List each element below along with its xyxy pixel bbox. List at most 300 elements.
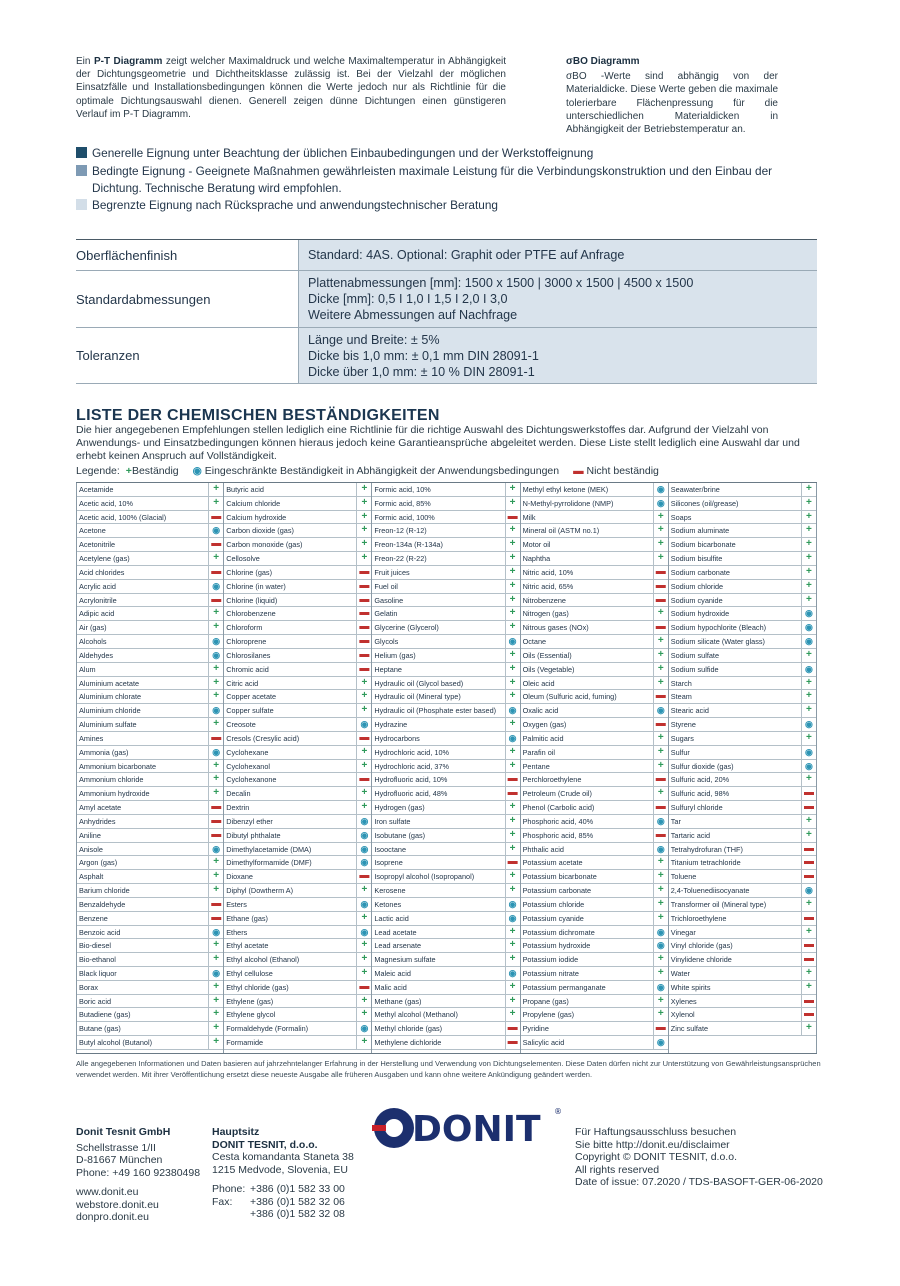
chemical-row xyxy=(521,511,668,525)
circle-icon: ◉ xyxy=(208,524,223,537)
chemical-row xyxy=(77,524,223,538)
chemical-name: Hydrofluoric acid, 48% xyxy=(374,789,448,799)
chemical-name: Ketones xyxy=(374,899,402,909)
minus-icon: ▬ xyxy=(801,843,816,856)
chemical-row xyxy=(521,524,668,538)
chemical-name: Freon-22 (R-22) xyxy=(374,554,427,564)
chemical-column xyxy=(521,483,669,1053)
chemical-name: Benzaldehyde xyxy=(79,899,126,909)
chemical-name: Nitrous gases (NOx) xyxy=(522,623,589,633)
circle-icon: ◉ xyxy=(801,607,816,620)
plus-icon: + xyxy=(801,497,816,510)
chemical-row xyxy=(224,690,371,704)
suitability-item xyxy=(76,197,796,214)
minus-icon: ▬ xyxy=(356,607,371,620)
chemical-name: Aluminium acetate xyxy=(79,678,140,688)
chemical-name: Phthalic acid xyxy=(522,844,564,854)
chemical-name: Ammonium hydroxide xyxy=(79,789,150,799)
chemical-row xyxy=(669,773,816,787)
chemical-row xyxy=(77,552,223,566)
plus-icon: + xyxy=(505,677,520,690)
plus-icon: + xyxy=(356,483,371,496)
suitability-swatch-icon xyxy=(76,165,87,176)
chemical-row xyxy=(224,926,371,940)
plus-icon: + xyxy=(653,663,668,676)
spec-label: Oberflächenfinish xyxy=(76,247,178,263)
plus-icon: + xyxy=(801,981,816,994)
circle-icon: ◉ xyxy=(208,746,223,759)
chemical-row xyxy=(224,524,371,538)
chemical-row xyxy=(224,870,371,884)
chemical-row xyxy=(521,898,668,912)
chemical-row xyxy=(372,981,519,995)
plus-icon: + xyxy=(356,704,371,717)
chemical-name: Chlorine (in water) xyxy=(226,581,286,591)
chemical-row xyxy=(77,649,223,663)
chemical-row xyxy=(521,690,668,704)
plus-icon: + xyxy=(505,538,520,551)
chemical-row xyxy=(77,1022,223,1036)
chemical-name: Isooctane xyxy=(374,844,407,854)
fax-label: Fax: xyxy=(212,1195,233,1208)
spec-value-line: Standard: 4AS. Optional: Graphit oder PTFE auf Anfrage xyxy=(308,248,625,262)
chemical-name: Silicones (oil/grease) xyxy=(670,498,739,508)
chemical-row xyxy=(372,497,519,511)
chemical-name: Tetrahydrofuran (THF) xyxy=(670,844,743,854)
circle-icon: ◉ xyxy=(801,718,816,731)
plus-icon: + xyxy=(505,1008,520,1021)
chemical-name: N-Methyl-pyrrolidone (NMP) xyxy=(522,498,614,508)
chemical-name: Fuel oil xyxy=(374,581,398,591)
plus-icon: + xyxy=(801,815,816,828)
footer-link[interactable]: donpro.donit.eu xyxy=(76,1211,149,1223)
chemical-name: Butane (gas) xyxy=(79,1024,121,1034)
plus-icon: + xyxy=(801,649,816,662)
chemical-row xyxy=(77,663,223,677)
chemical-row xyxy=(669,621,816,635)
chemical-row xyxy=(521,621,668,635)
chemical-name: Potassium dichromate xyxy=(522,927,595,937)
minus-icon: ▬ xyxy=(801,939,816,952)
circle-icon: ◉ xyxy=(653,1036,668,1049)
plus-icon: + xyxy=(505,939,520,952)
chemical-name: Heptane xyxy=(374,664,402,674)
chemical-name: Dibutyl phthalate xyxy=(226,830,281,840)
chemical-name: Esters xyxy=(226,899,247,909)
chemical-name: Fruit juices xyxy=(374,567,410,577)
chemical-name: Bio-diesel xyxy=(79,941,112,951)
footer-hq xyxy=(212,1126,354,1221)
plus-icon: + xyxy=(208,856,223,869)
spec-label: Standardabmessungen xyxy=(76,291,211,307)
chemical-name: Sodium silicate (Water glass) xyxy=(670,637,765,647)
chemical-name: Sulfuric acid, 98% xyxy=(670,789,730,799)
minus-icon: ▬ xyxy=(505,1036,520,1049)
plus-icon: + xyxy=(356,953,371,966)
chemical-row xyxy=(521,967,668,981)
chemical-name: Amines xyxy=(79,733,104,743)
chemical-name: Borax xyxy=(79,982,99,992)
footer-link[interactable]: www.donit.eu xyxy=(76,1186,139,1198)
plus-icon: + xyxy=(653,856,668,869)
chemical-row xyxy=(669,690,816,704)
chemical-name: Benzoic acid xyxy=(79,927,121,937)
chemical-name: Calcium hydroxide xyxy=(226,512,287,522)
chemical-name: Maleic acid xyxy=(374,968,411,978)
chemical-name: Salicylic acid xyxy=(522,1038,565,1048)
chemical-name: Acid chlorides xyxy=(79,567,125,577)
chemical-row xyxy=(521,801,668,815)
chemical-row xyxy=(372,1008,519,1022)
plus-icon: + xyxy=(208,1022,223,1035)
chemical-name: Benzene xyxy=(79,913,108,923)
chemical-name: Iron sulfate xyxy=(374,816,411,826)
minus-icon: ▬ xyxy=(356,635,371,648)
chemical-row xyxy=(669,829,816,843)
circle-icon: ◉ xyxy=(208,580,223,593)
circle-icon: ◉ xyxy=(356,856,371,869)
chemical-name: Freon-12 (R-12) xyxy=(374,526,427,536)
plus-icon: + xyxy=(801,898,816,911)
chemical-name: Potassium iodide xyxy=(522,955,579,965)
chemical-name: Hydrofluoric acid, 10% xyxy=(374,775,448,785)
circle-icon: ◉ xyxy=(801,635,816,648)
chemical-row xyxy=(372,704,519,718)
plus-icon: + xyxy=(208,663,223,676)
minus-icon: ▬ xyxy=(208,815,223,828)
chemical-row xyxy=(372,1036,519,1050)
chemical-row xyxy=(224,1022,371,1036)
phone-label: Phone: xyxy=(212,1183,246,1195)
chemical-row xyxy=(77,898,223,912)
circle-icon: ◉ xyxy=(801,746,816,759)
minus-icon: ▬ xyxy=(356,621,371,634)
circle-icon: ◉ xyxy=(208,635,223,648)
chemical-row xyxy=(224,912,371,926)
footer-hq-fax: +386 (0)1 582 32 08 xyxy=(250,1208,345,1220)
footer-legal xyxy=(575,1126,823,1189)
plus-icon: + xyxy=(356,801,371,814)
chemical-name: Oxygen (gas) xyxy=(522,720,567,730)
chemical-name: Cyclohexanone xyxy=(226,775,277,785)
chemical-name: Vinyl chloride (gas) xyxy=(670,941,733,951)
plus-icon: + xyxy=(505,594,520,607)
plus-icon: + xyxy=(356,552,371,565)
minus-icon: ▬ xyxy=(356,594,371,607)
plus-icon: + xyxy=(208,690,223,703)
plus-icon: + xyxy=(653,524,668,537)
plus-icon: + xyxy=(653,787,668,800)
footer-addr-line: D-81667 München xyxy=(76,1154,163,1166)
chemical-name: Formic acid, 100% xyxy=(374,512,435,522)
chemical-name: Kerosene xyxy=(374,886,406,896)
spec-row xyxy=(76,328,817,384)
chemical-row xyxy=(669,981,816,995)
plus-icon: + xyxy=(801,524,816,537)
chemical-name: Nitrobenzene xyxy=(522,595,566,605)
plus-icon: + xyxy=(801,580,816,593)
plus-icon: + xyxy=(356,912,371,925)
chemical-name: Dimethylformamide (DMF) xyxy=(226,858,312,868)
plus-icon: + xyxy=(801,1022,816,1035)
chemical-name: Motor oil xyxy=(522,540,551,550)
chemical-row xyxy=(372,635,519,649)
chemical-name: Black liquor xyxy=(79,968,117,978)
chemical-name: Acrylic acid xyxy=(79,581,116,591)
chemical-name: Phosphoric acid, 40% xyxy=(522,816,594,826)
sigma-body: σBO -Werte sind abhängig von der Materialdicke. Diese Werte geben die maximale tolerierbare Flächenpressung für die unterschiedlichen Materialdicken in Abhängigkeit der Betriebstemperatur an. xyxy=(566,71,778,136)
chemical-row xyxy=(372,884,519,898)
chemical-row xyxy=(669,843,816,857)
chemical-row xyxy=(224,898,371,912)
chemical-row xyxy=(224,607,371,621)
chemical-row xyxy=(372,677,519,691)
chemical-row xyxy=(669,524,816,538)
chemical-row xyxy=(77,829,223,843)
circle-icon: ◉ xyxy=(801,884,816,897)
plus-icon: + xyxy=(653,760,668,773)
plus-icon: + xyxy=(208,677,223,690)
plus-icon: + xyxy=(505,718,520,731)
spec-value xyxy=(298,271,817,327)
spec-value-line: Weitere Abmessungen auf Nachfrage xyxy=(308,308,518,322)
chemical-row xyxy=(224,967,371,981)
chemical-name: Methyl ethyl ketone (MEK) xyxy=(522,485,609,494)
chemical-name: Ethyl cellulose xyxy=(226,968,273,978)
chemical-name: Vinegar xyxy=(670,927,696,937)
chemical-name: Potassium chloride xyxy=(522,899,585,909)
chemical-row xyxy=(224,1008,371,1022)
plus-icon: + xyxy=(356,524,371,537)
legend-circle-label: Eingeschränkte Beständigkeit in Abhängigkeit der Anwendungsbedingungen xyxy=(204,465,560,477)
footer-addr-line: Schellstrasse 1/II xyxy=(76,1141,156,1154)
footer-hq-addr: 1215 Medvode, Slovenia, EU xyxy=(212,1163,349,1176)
legend-minus xyxy=(573,465,659,477)
chemical-name: Ethane (gas) xyxy=(226,913,268,923)
chemical-row xyxy=(521,870,668,884)
plus-icon: + xyxy=(653,732,668,745)
chemical-row xyxy=(77,856,223,870)
chemical-row xyxy=(669,566,816,580)
chemical-row xyxy=(521,704,668,718)
spec-value xyxy=(298,240,817,270)
chemical-row xyxy=(372,663,519,677)
chemical-row xyxy=(224,552,371,566)
chemical-row xyxy=(521,773,668,787)
chemical-row xyxy=(521,552,668,566)
plus-icon: + xyxy=(653,552,668,565)
chemical-row xyxy=(77,760,223,774)
chemical-row xyxy=(224,718,371,732)
spec-value xyxy=(298,328,817,383)
plus-icon: + xyxy=(356,884,371,897)
chemical-name: Transformer oil (Mineral type) xyxy=(670,899,767,909)
plus-icon: + xyxy=(653,746,668,759)
plus-icon: + xyxy=(505,801,520,814)
chemical-row xyxy=(372,926,519,940)
plus-icon: + xyxy=(653,870,668,883)
chemical-row xyxy=(521,912,668,926)
chemical-row xyxy=(77,912,223,926)
spec-row xyxy=(76,271,817,328)
chemical-name: Helium (gas) xyxy=(374,650,416,660)
chemical-name: Aldehydes xyxy=(79,650,114,660)
chemical-row xyxy=(372,690,519,704)
chemical-name: Pentane xyxy=(522,761,550,771)
chemical-name: Chloroform xyxy=(226,623,263,633)
chemical-row xyxy=(669,926,816,940)
plus-icon: + xyxy=(356,1036,371,1049)
chemical-row xyxy=(669,884,816,898)
plus-icon: + xyxy=(208,953,223,966)
footer-hq-addr: Cesta komandanta Staneta 38 xyxy=(212,1151,354,1163)
chemical-row xyxy=(77,773,223,787)
chemical-row xyxy=(521,594,668,608)
chemical-name: Ethers xyxy=(226,927,248,937)
chemical-name: Malic acid xyxy=(374,982,407,992)
plus-icon: + xyxy=(356,497,371,510)
chemical-name: Potassium hydroxide xyxy=(522,941,591,951)
spec-row xyxy=(76,240,817,271)
footer-link[interactable]: webstore.donit.eu xyxy=(76,1198,159,1211)
chemical-name: Nitric acid, 65% xyxy=(522,581,574,591)
plus-icon: + xyxy=(356,690,371,703)
chemical-row xyxy=(669,760,816,774)
circle-icon: ◉ xyxy=(356,1022,371,1035)
chemical-name: Chromic acid xyxy=(226,664,269,674)
plus-icon: + xyxy=(505,953,520,966)
chemical-row xyxy=(372,621,519,635)
chemical-row xyxy=(669,635,816,649)
chemical-row xyxy=(372,580,519,594)
chemical-row xyxy=(521,635,668,649)
chemical-row xyxy=(669,718,816,732)
chemical-name: Lead acetate xyxy=(374,927,417,937)
minus-icon: ▬ xyxy=(208,511,223,524)
chemical-name: Seawater/brine xyxy=(670,485,720,494)
chemical-row xyxy=(224,621,371,635)
chemical-row xyxy=(521,663,668,677)
chemical-name: Ammonium chloride xyxy=(79,775,144,785)
minus-icon: ▬ xyxy=(653,621,668,634)
circle-icon: ◉ xyxy=(801,663,816,676)
chemical-row xyxy=(521,1022,668,1036)
chemical-row xyxy=(372,898,519,912)
chemical-name: Acetylene (gas) xyxy=(79,554,130,564)
plus-icon: + xyxy=(356,967,371,980)
chemical-name: Ammonium bicarbonate xyxy=(79,761,157,771)
chemical-row xyxy=(224,939,371,953)
chemical-name: Sulfur xyxy=(670,747,690,757)
plus-icon: + xyxy=(208,870,223,883)
chemical-name: Alcohols xyxy=(79,637,107,647)
minus-icon: ▬ xyxy=(208,801,223,814)
minus-icon: ▬ xyxy=(801,870,816,883)
plus-icon: + xyxy=(653,677,668,690)
chemical-row xyxy=(669,801,816,815)
circle-icon: ◉ xyxy=(653,939,668,952)
plus-icon: + xyxy=(505,843,520,856)
chemical-row xyxy=(77,635,223,649)
plus-icon: + xyxy=(505,981,520,994)
chemical-row xyxy=(224,760,371,774)
chemical-row xyxy=(669,649,816,663)
chemical-name: Potassium carbonate xyxy=(522,886,592,896)
plus-icon: + xyxy=(505,995,520,1008)
plus-icon: + xyxy=(208,1008,223,1021)
chemical-row xyxy=(372,511,519,525)
chemical-row xyxy=(77,884,223,898)
chemical-column xyxy=(669,483,817,1053)
chemical-column xyxy=(224,483,372,1053)
plus-icon: + xyxy=(505,870,520,883)
chemical-row xyxy=(669,663,816,677)
chemical-row xyxy=(224,995,371,1009)
chemical-name: Ethyl acetate xyxy=(226,941,269,951)
chemical-name: Chlorine (liquid) xyxy=(226,595,278,605)
plus-icon: + xyxy=(505,815,520,828)
chem-list-description: Die hier angegebenen Empfehlungen stellen lediglich eine Richtlinie für die richtige Auswahl des Dichtungswerkstoffes dar. Aufgrund der Vielzahl von Anwendungs- und Einsatzbedingungen können hieraus jedoch keine Garantieansprüche abgeleitet werden. Diese Liste stellt lediglich eine Auswahl dar und erhebt keinen Anspruch auf Vollständigkeit. xyxy=(76,424,800,462)
chemical-row xyxy=(77,718,223,732)
chemical-row xyxy=(521,580,668,594)
plus-icon: + xyxy=(801,829,816,842)
chemical-name: Cellosolve xyxy=(226,554,260,564)
legend-circle xyxy=(193,465,559,477)
plus-icon: + xyxy=(125,465,132,477)
pt-diagram-title: P-T Diagramm xyxy=(93,56,163,67)
logo-text: DONIT xyxy=(412,1109,541,1150)
plus-icon: + xyxy=(653,538,668,551)
chemical-row xyxy=(372,815,519,829)
plus-icon: + xyxy=(208,552,223,565)
chemical-name: Magnesium sulfate xyxy=(374,955,436,965)
footer-legal-line: Copyright © DONIT TESNIT, d.o.o. xyxy=(575,1151,737,1163)
chemical-column xyxy=(372,483,520,1053)
chemical-name: Hydrazine xyxy=(374,720,408,730)
chemical-row xyxy=(521,677,668,691)
plus-icon: + xyxy=(801,483,816,496)
chemical-name: Lead arsenate xyxy=(374,941,422,951)
chemical-name: Perchloroethylene xyxy=(522,775,582,785)
chemical-name: Anisole xyxy=(79,844,103,854)
circle-icon: ◉ xyxy=(505,912,520,925)
footer-hq-name: DONIT TESNIT, d.o.o. xyxy=(212,1138,318,1151)
chemical-name: Starch xyxy=(670,678,692,688)
plus-icon: + xyxy=(801,677,816,690)
minus-icon: ▬ xyxy=(208,566,223,579)
pt-prefix: Ein xyxy=(76,56,91,67)
chemical-name: Propane (gas) xyxy=(522,996,569,1006)
plus-icon: + xyxy=(801,538,816,551)
plus-icon: + xyxy=(208,718,223,731)
spec-value-line: Dicke bis 1,0 mm: ± 0,1 mm DIN 28091-1 xyxy=(308,348,539,363)
chemical-row xyxy=(77,483,223,497)
plus-icon: + xyxy=(801,926,816,939)
footer-hq-phone: +386 (0)1 582 33 00 xyxy=(250,1183,345,1195)
chemical-row xyxy=(224,538,371,552)
chemical-row xyxy=(77,1036,223,1050)
chemical-name: Boric acid xyxy=(79,996,112,1006)
plus-icon: + xyxy=(505,552,520,565)
plus-icon: + xyxy=(356,939,371,952)
minus-icon: ▬ xyxy=(653,829,668,842)
chemical-name: Butyric acid xyxy=(226,485,264,494)
plus-icon: + xyxy=(653,649,668,662)
spec-value-line: Dicke über 1,0 mm: ± 10 % DIN 28091-1 xyxy=(308,364,535,379)
footer-legal-line: All rights reserved xyxy=(575,1163,660,1176)
chemical-name: Copper sulfate xyxy=(226,706,274,716)
chemical-name: Acetone xyxy=(79,526,106,536)
